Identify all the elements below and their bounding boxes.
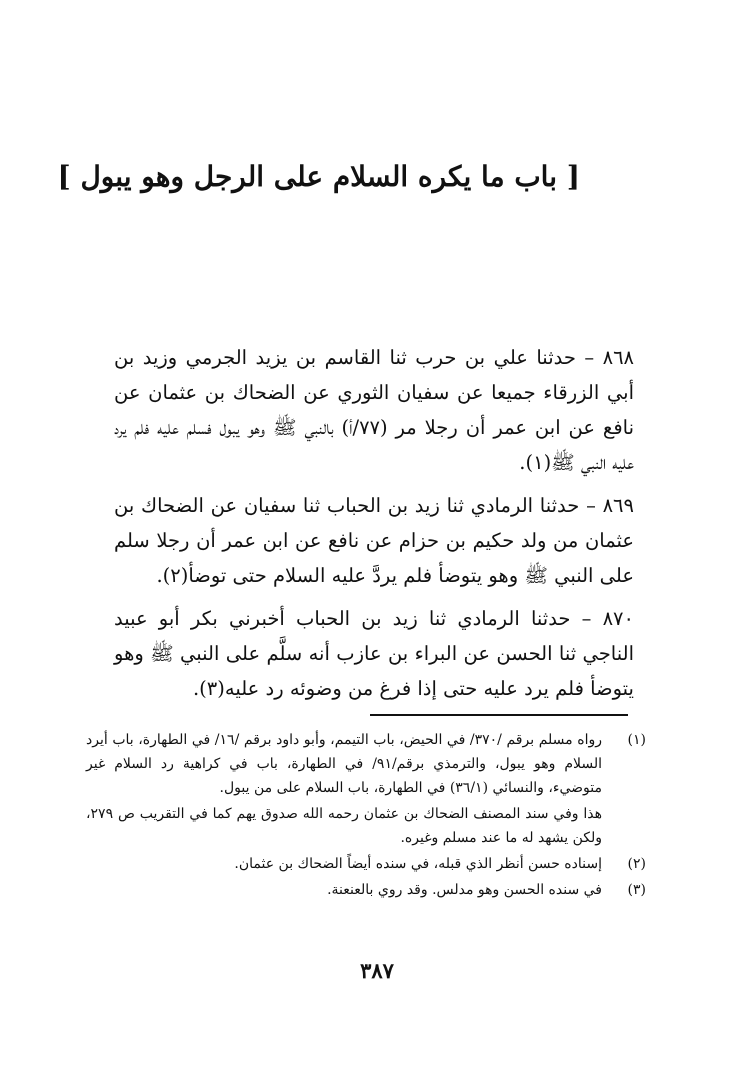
hadith-paragraph bbox=[114, 601, 634, 706]
hadith-number: ٨٧٠ bbox=[602, 607, 634, 630]
page-number: ٣٨٧ bbox=[360, 958, 394, 983]
hadith-body: – حدثنا الرمادي ثنا زيد بن الحباب أخبرني بكر أبو عبيد الناجي ثنا الحسن عن البراء بن عازب أنه سلَّم على النبي ﷺ وهو يتوضأ فلم يرد عليه حتى إذا فرغ من وضوئه رد عليه(٣). bbox=[114, 607, 634, 700]
footnote-text: إسناده حسن أنظر الذي قبله، في سنده أيضاً الضحاك بن عثمان. bbox=[234, 856, 602, 872]
footnote-divider bbox=[370, 714, 628, 716]
hadith-text bbox=[114, 340, 634, 714]
hadith-paragraph bbox=[114, 340, 634, 480]
footnote-marker: (٣) bbox=[627, 882, 646, 898]
footnote bbox=[86, 852, 646, 876]
footnote-text: في سنده الحسن وهو مدلس. وقد روي بالعنعنة. bbox=[327, 882, 602, 898]
footnote-marker: (١) bbox=[627, 732, 646, 748]
hadith-paragraph bbox=[114, 488, 634, 593]
footnote-text: رواه مسلم برقم /٣٧٠/ في الحيض، باب التيمم، وأبو داود برقم /١٦/ في الطهارة، باب أيرد السلام وهو يبول، والترمذي برقم/٩١/ في الطهارة، باب في كراهية رد السلام غير متوضيء، والنسائي (٣٦/١) في الطهارة، باب السلام على من يبول. bbox=[86, 732, 602, 796]
hadith-body: – حدثنا الرمادي ثنا زيد بن الحباب ثنا سفيان عن الضحاك بن عثمان من ولد حكيم بن حزام عن نافع عن ابن عمر أن رجلا سلم على النبي ﷺ وهو يتوضأ فلم يردَّ عليه السلام حتى توضأ(٢). bbox=[114, 494, 634, 587]
footnote bbox=[86, 728, 646, 800]
footnote-continuation: هذا وفي سند المصنف الضحاك بن عثمان رحمه الله صدوق يهم كما في التقريب ص ٢٧٩، ولكن يشهد له ما عند مسلم وغيره. bbox=[86, 806, 602, 846]
hadith-number: ٨٦٩ bbox=[602, 494, 634, 517]
footnotes bbox=[86, 728, 646, 904]
footnote-marker: (٢) bbox=[627, 856, 646, 872]
hadith-number: ٨٦٨ bbox=[602, 346, 635, 369]
chapter-heading: [ باب ما يكره السلام على الرجل وهو يبول ] bbox=[57, 160, 580, 193]
hadith-body: – حدثنا علي بن حرب ثنا القاسم بن يزيد الجرمي وزيد بن أبي الزرقاء جميعا عن سفيان الثوري عن الضحاك بن عثمان عن نافع عن ابن عمر أن رجلا مر (٧٧/أ) بالنبي ﷺ وهو يبول فسلم عليه فلم يرد عليه النبي ﷺ(١). bbox=[114, 346, 635, 474]
footnote bbox=[86, 878, 646, 902]
